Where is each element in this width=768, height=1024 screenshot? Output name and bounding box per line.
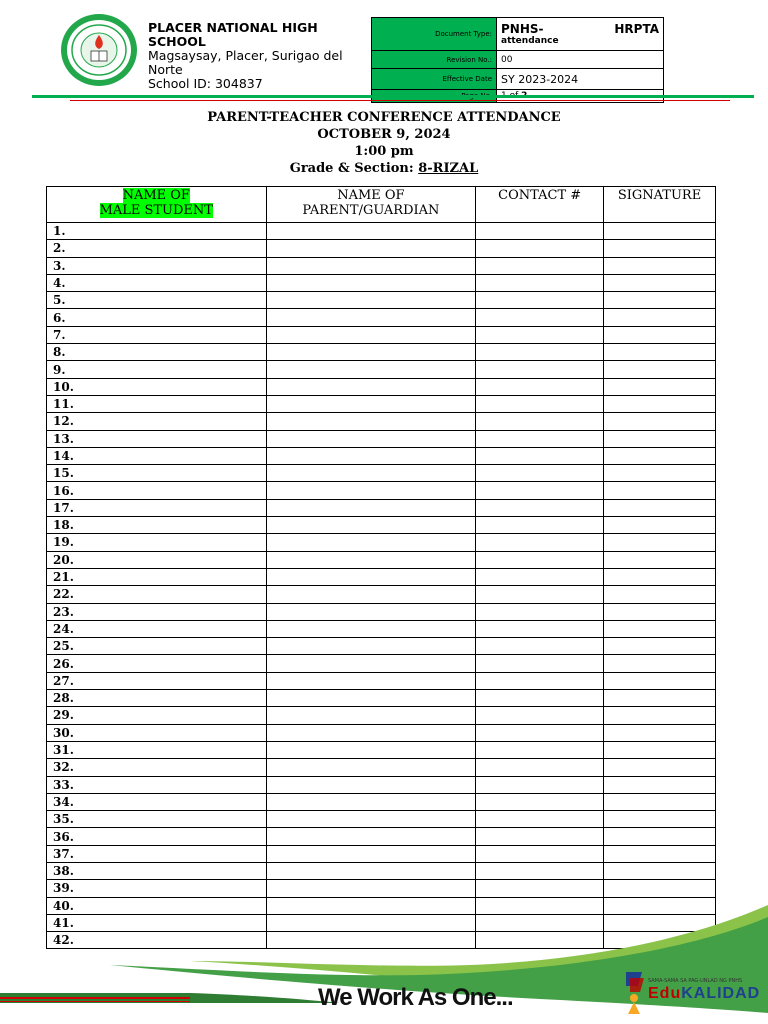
signature-cell[interactable] [604,274,716,291]
signature-cell[interactable] [604,655,716,672]
contact-cell[interactable] [476,776,604,793]
parent-name-cell[interactable] [266,672,476,689]
contact-cell[interactable] [476,499,604,516]
signature-cell[interactable] [604,309,716,326]
row-number-cell[interactable]: 10. [47,378,267,395]
document-info-table [371,17,664,103]
col-header-student-line1: NAME OF [122,188,190,203]
contact-cell[interactable] [476,793,604,810]
brand-name-kalidad: KALIDAD [681,985,761,1002]
parent-name-cell[interactable] [266,741,476,758]
table-row [47,759,716,776]
row-number-cell[interactable]: 30. [47,724,267,741]
table-row [47,603,716,620]
parent-name-cell[interactable] [266,378,476,395]
event-time: 1:00 pm [354,144,414,159]
signature-cell[interactable] [604,240,716,257]
parent-name-cell[interactable] [266,811,476,828]
parent-name-cell[interactable] [266,776,476,793]
row-number-cell[interactable]: 4. [47,274,267,291]
parent-name-cell[interactable] [266,551,476,568]
parent-name-cell[interactable] [266,724,476,741]
row-number-cell[interactable]: 23. [47,603,267,620]
table-row [47,378,716,395]
contact-cell[interactable] [476,309,604,326]
contact-cell[interactable] [476,638,604,655]
document-title-block [0,109,768,177]
table-row [47,880,716,897]
signature-cell[interactable] [604,430,716,447]
row-number-cell[interactable]: 6. [47,309,267,326]
event-date: OCTOBER 9, 2024 [317,127,451,142]
row-number-cell[interactable]: 29. [47,707,267,724]
parent-name-cell[interactable] [266,655,476,672]
row-number-cell[interactable]: 7. [47,326,267,343]
signature-cell[interactable] [604,672,716,689]
signature-cell[interactable] [604,793,716,810]
signature-cell[interactable] [604,568,716,585]
row-number-cell[interactable]: 18. [47,517,267,534]
document-type-category: HRPTA [614,21,659,36]
contact-cell[interactable] [476,378,604,395]
signature-cell[interactable] [604,517,716,534]
row-number-cell[interactable]: 3. [47,257,267,274]
parent-name-cell[interactable] [266,413,476,430]
table-row [47,620,716,637]
contact-cell[interactable] [476,586,604,603]
signature-cell[interactable] [604,862,716,879]
table-row [47,482,716,499]
table-row [47,862,716,879]
row-number-cell[interactable]: 17. [47,499,267,516]
table-row [47,499,716,516]
table-row [47,465,716,482]
row-number-cell[interactable]: 28. [47,690,267,707]
contact-cell[interactable] [476,880,604,897]
row-number-cell[interactable]: 33. [47,776,267,793]
table-row [47,724,716,741]
table-row [47,395,716,412]
row-number-cell[interactable]: 16. [47,482,267,499]
table-row [47,274,716,291]
signature-cell[interactable] [604,741,716,758]
signature-cell[interactable] [604,534,716,551]
signature-cell[interactable] [604,499,716,516]
row-number-cell[interactable]: 8. [47,344,267,361]
contact-cell[interactable] [476,551,604,568]
row-number-cell[interactable]: 19. [47,534,267,551]
effective-date-value: SY 2023-2024 [497,69,664,90]
signature-cell[interactable] [604,638,716,655]
contact-cell[interactable] [476,292,604,309]
parent-name-cell[interactable] [266,880,476,897]
parent-name-cell[interactable] [266,793,476,810]
contact-cell[interactable] [476,534,604,551]
contact-cell[interactable] [476,344,604,361]
table-row [47,292,716,309]
brand-name-edu: Edu [648,985,682,1002]
row-number-cell[interactable]: 15. [47,465,267,482]
table-row [47,413,716,430]
table-row [47,223,716,240]
table-row [47,828,716,845]
row-number-cell[interactable]: 1. [47,223,267,240]
row-number-cell[interactable]: 39. [47,880,267,897]
contact-cell[interactable] [476,326,604,343]
parent-name-cell[interactable] [266,499,476,516]
contact-cell[interactable] [476,845,604,862]
signature-cell[interactable] [604,482,716,499]
table-row [47,655,716,672]
revision-value: 00 [497,51,664,69]
row-number-cell[interactable]: 24. [47,620,267,637]
grade-section-label: Grade & Section: [289,161,419,176]
parent-name-cell[interactable] [266,361,476,378]
table-row [47,568,716,585]
row-number-cell[interactable]: 14. [47,447,267,464]
contact-cell[interactable] [476,690,604,707]
header-divider-green [32,95,754,98]
contact-cell[interactable] [476,517,604,534]
brand-name [648,985,760,1003]
signature-cell[interactable] [604,724,716,741]
row-number-cell[interactable]: 25. [47,638,267,655]
contact-cell[interactable] [476,482,604,499]
parent-name-cell[interactable] [266,274,476,291]
table-row [47,257,716,274]
row-number-cell[interactable]: 40. [47,897,267,914]
contact-cell[interactable] [476,361,604,378]
contact-cell[interactable] [476,430,604,447]
contact-cell[interactable] [476,413,604,430]
table-row [47,430,716,447]
contact-cell[interactable] [476,465,604,482]
table-row [47,551,716,568]
table-row [47,793,716,810]
contact-cell[interactable] [476,603,604,620]
row-number-cell[interactable]: 36. [47,828,267,845]
table-row [47,690,716,707]
contact-cell[interactable] [476,811,604,828]
signature-cell[interactable] [604,551,716,568]
document-type-value [497,18,664,51]
parent-name-cell[interactable] [266,344,476,361]
signature-cell[interactable] [604,361,716,378]
parent-name-cell[interactable] [266,240,476,257]
parent-name-cell[interactable] [266,603,476,620]
contact-cell[interactable] [476,862,604,879]
document-title: PARENT-TEACHER CONFERENCE ATTENDANCE [207,110,561,125]
contact-cell[interactable] [476,240,604,257]
contact-cell[interactable] [476,447,604,464]
parent-name-cell[interactable] [266,223,476,240]
signature-cell[interactable] [604,344,716,361]
row-number-cell[interactable]: 12. [47,413,267,430]
signature-cell[interactable] [604,690,716,707]
table-row [47,344,716,361]
attendance-table [46,186,716,949]
col-header-signature: SIGNATURE [604,187,716,223]
parent-name-cell[interactable] [266,326,476,343]
col-header-parent [266,187,476,223]
row-number-cell[interactable]: 35. [47,811,267,828]
signature-cell[interactable] [604,395,716,412]
signature-cell[interactable] [604,828,716,845]
contact-cell[interactable] [476,655,604,672]
signature-cell[interactable] [604,465,716,482]
signature-cell[interactable] [604,759,716,776]
row-number-cell[interactable]: 20. [47,551,267,568]
table-row [47,361,716,378]
table-row [47,240,716,257]
parent-name-cell[interactable] [266,395,476,412]
contact-cell[interactable] [476,741,604,758]
parent-name-cell[interactable] [266,517,476,534]
row-number-cell[interactable]: 5. [47,292,267,309]
signature-cell[interactable] [604,620,716,637]
signature-cell[interactable] [604,586,716,603]
parent-name-cell[interactable] [266,862,476,879]
row-number-cell[interactable]: 21. [47,568,267,585]
document-type-sub: attendance [501,35,559,46]
signature-cell[interactable] [604,413,716,430]
contact-cell[interactable] [476,759,604,776]
school-address: Magsaysay, Placer, Surigao del Norte [148,48,343,77]
signature-cell[interactable] [604,880,716,897]
parent-name-cell[interactable] [266,309,476,326]
table-row [47,707,716,724]
parent-name-cell[interactable] [266,759,476,776]
col-header-parent-line1: NAME OF [337,188,405,203]
row-number-cell[interactable]: 26. [47,655,267,672]
school-id: School ID: 304837 [148,76,263,91]
parent-name-cell[interactable] [266,845,476,862]
effective-date-label: Effective Date [372,69,497,90]
parent-name-cell[interactable] [266,292,476,309]
header-divider-red [70,100,730,101]
signature-cell[interactable] [604,292,716,309]
signature-cell[interactable] [604,811,716,828]
signature-cell[interactable] [604,326,716,343]
row-number-cell[interactable]: 38. [47,862,267,879]
parent-name-cell[interactable] [266,482,476,499]
table-row [47,845,716,862]
col-header-contact: CONTACT # [476,187,604,223]
table-row [47,638,716,655]
table-row [47,309,716,326]
table-row [47,586,716,603]
parent-name-cell[interactable] [266,534,476,551]
row-number-cell[interactable]: 31. [47,741,267,758]
signature-cell[interactable] [604,776,716,793]
table-row [47,672,716,689]
signature-cell[interactable] [604,447,716,464]
parent-name-cell[interactable] [266,828,476,845]
contact-cell[interactable] [476,395,604,412]
parent-name-cell[interactable] [266,465,476,482]
footer-slogan: We Work As One... [318,984,513,1011]
contact-cell[interactable] [476,568,604,585]
table-row [47,447,716,464]
row-number-cell[interactable]: 11. [47,395,267,412]
school-info [148,21,363,91]
parent-name-cell[interactable] [266,447,476,464]
parent-name-cell[interactable] [266,707,476,724]
parent-name-cell[interactable] [266,586,476,603]
contact-cell[interactable] [476,672,604,689]
contact-cell[interactable] [476,828,604,845]
table-row [47,741,716,758]
contact-cell[interactable] [476,707,604,724]
row-number-cell[interactable]: 37. [47,845,267,862]
row-number-cell[interactable]: 32. [47,759,267,776]
table-row [47,776,716,793]
row-number-cell[interactable]: 13. [47,430,267,447]
signature-cell[interactable] [604,257,716,274]
table-row [47,326,716,343]
col-header-student [47,187,267,223]
contact-cell[interactable] [476,620,604,637]
brand-tagline: SAMA-SAMA SA PAG-UNLAD NG PNHS [648,978,743,984]
school-name: PLACER NATIONAL HIGH SCHOOL [148,20,318,49]
signature-cell[interactable] [604,378,716,395]
revision-label: Revision No.: [372,51,497,69]
signature-cell[interactable] [604,845,716,862]
parent-name-cell[interactable] [266,430,476,447]
parent-name-cell[interactable] [266,257,476,274]
row-number-cell[interactable]: 42. [47,932,267,949]
row-number-cell[interactable]: 27. [47,672,267,689]
table-row [47,811,716,828]
grade-section-value: 8-RIZAL [418,161,479,176]
school-seal-logo [60,13,138,87]
parent-name-cell[interactable] [266,568,476,585]
row-number-cell[interactable]: 41. [47,914,267,931]
contact-cell[interactable] [476,257,604,274]
grade-section [0,160,768,177]
parent-name-cell[interactable] [266,690,476,707]
document-type-code: PNHS- [501,21,544,36]
signature-cell[interactable] [604,707,716,724]
row-number-cell[interactable]: 34. [47,793,267,810]
parent-name-cell[interactable] [266,620,476,637]
contact-cell[interactable] [476,274,604,291]
col-header-student-line2: MALE STUDENT [99,203,213,218]
row-number-cell[interactable]: 22. [47,586,267,603]
table-row [47,517,716,534]
row-number-cell[interactable]: 2. [47,240,267,257]
document-type-label: Document Type: [372,18,497,51]
signature-cell[interactable] [604,223,716,240]
contact-cell[interactable] [476,724,604,741]
contact-cell[interactable] [476,223,604,240]
parent-name-cell[interactable] [266,638,476,655]
table-row [47,534,716,551]
signature-cell[interactable] [604,603,716,620]
col-header-parent-line2: PARENT/GUARDIAN [302,203,440,218]
row-number-cell[interactable]: 9. [47,361,267,378]
